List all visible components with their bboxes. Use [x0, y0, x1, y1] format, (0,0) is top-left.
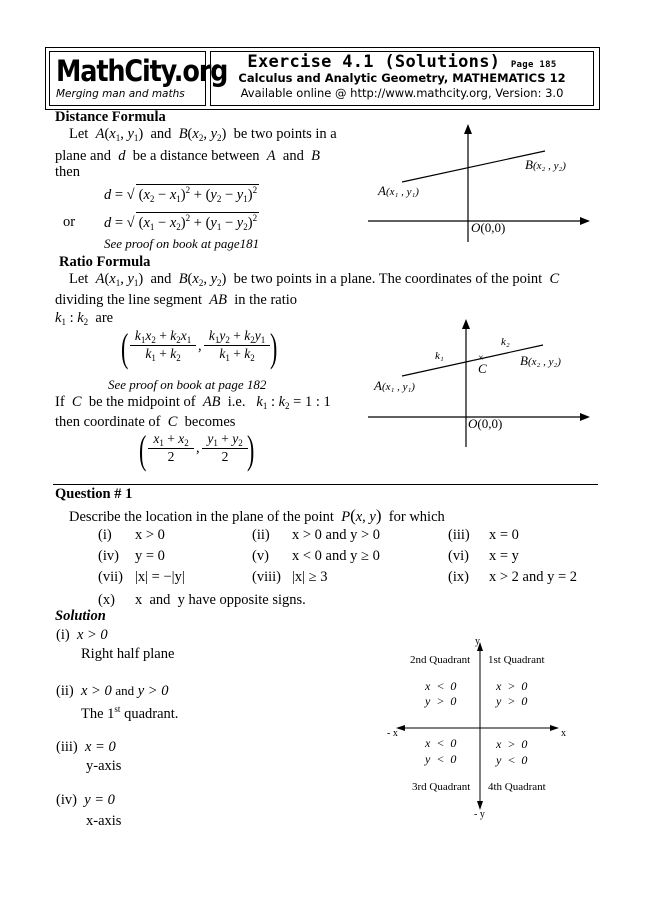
question-item-expression: |x| = −|y|: [135, 569, 185, 585]
text: The 1: [81, 705, 115, 722]
page-header: [45, 47, 600, 110]
distance-heading: Distance Formula: [55, 109, 166, 125]
part-number: (iv): [56, 792, 77, 808]
page-number: Page 185: [510, 60, 557, 70]
midpoint-y-fraction: $y_1 + y_2$ 2: [202, 431, 248, 465]
solution-answer-i: Right half plane: [81, 646, 175, 662]
neg-x-axis-label: - x: [387, 728, 398, 739]
text: Describe the location in the plane of the point: [69, 509, 334, 525]
exercise-title: [211, 52, 593, 72]
distance-formula-1: d = √ $(x_2 - x_1)^2 + (y_2 - y_1)^2$: [104, 185, 258, 204]
text: be two points in a: [233, 126, 337, 142]
midpoint-x-fraction: $x_1 + x_2$ 2: [148, 431, 194, 465]
question-item-expression: x > 0: [135, 527, 165, 543]
quadrant-4-label: 4th Quadrant: [488, 781, 546, 793]
point-C-marker: ×: [478, 353, 484, 364]
point-A-label: A(x₁ , y₁): [378, 183, 419, 198]
site-logo[interactable]: MathCity.org: [56, 54, 228, 88]
midpoint-line-1: If C be the midpoint of AB i.e. $k_1$ : $k_2 = 1$ : 1: [55, 394, 331, 411]
origin-label: O(0,0): [468, 416, 503, 431]
quadrant-1-condition-y: y > 0: [496, 694, 528, 708]
question-item-expression: x < 0 and y ≥ 0: [292, 548, 380, 564]
question-item-expression: x > 0 and y > 0: [292, 527, 381, 543]
k1-label: k₁: [435, 350, 444, 362]
question-item-number: (iii): [448, 527, 470, 543]
question-item-number: (i): [98, 527, 112, 543]
question-item-number: (viii): [252, 569, 281, 585]
x-axis-arrow-right: [550, 725, 559, 731]
text: are: [95, 310, 114, 326]
ratio-y-fraction: $k_1y_2 + k_2y_1$ $k_1 + k_2$: [204, 328, 270, 363]
quadrant-2-condition-x: x < 0: [425, 679, 457, 693]
neg-y-axis-label: - y: [474, 809, 485, 820]
point-B-label: B(x₂ , y₂): [525, 157, 566, 172]
book-subtitle: Calculus and Analytic Geometry, MATHEMATICS 12: [238, 71, 566, 85]
point-C-label: C: [478, 361, 487, 376]
question-item-number: (ii): [252, 527, 270, 543]
distance-line-2: plane and d be a distance between A and B: [55, 148, 320, 164]
quadrant-diagram: [385, 632, 585, 822]
ratio-line-3: $k_1$ : $k_2$ are: [55, 310, 114, 327]
question-item-expression: x = 0: [489, 527, 519, 543]
distance-figure: [360, 120, 600, 245]
question-item-expression: x and y have opposite signs.: [135, 592, 306, 608]
y-axis-arrowhead: [464, 124, 472, 134]
ratio-figure: [360, 315, 600, 450]
text: and: [282, 148, 304, 164]
x-axis-label: x: [561, 728, 566, 739]
text: be two points in a plane. The coordinates of the point: [233, 271, 543, 287]
text: in the ratio: [234, 292, 298, 308]
quadrant-1-label: 1st Quadrant: [488, 654, 545, 666]
quadrant-3-label: 3rd Quadrant: [412, 781, 471, 793]
solution-part-ii: [56, 683, 168, 700]
logo-box: [49, 51, 228, 106]
text: quadrant.: [120, 705, 179, 722]
distance-line-1: Let $A(x_1$, $y_1$) and $B(x_2$, $y_2$) be two points in a: [69, 126, 337, 143]
quadrant-4-condition-y: y < 0: [496, 753, 528, 767]
x-axis-arrowhead: [580, 413, 590, 421]
text: Let: [69, 271, 89, 287]
part-number: (ii): [56, 683, 74, 699]
text: Let: [69, 126, 89, 142]
solution-part-iv: [56, 792, 115, 809]
part-expression: x > 0: [80, 683, 112, 699]
text: becomes: [184, 414, 236, 430]
text: If: [55, 394, 65, 410]
ratio-x-fraction: $k_1x_2 + k_2x_1$ $k_1 + k_2$: [130, 328, 196, 363]
question-heading: Question # 1: [55, 486, 133, 502]
solution-answer-iii: y-axis: [86, 758, 122, 774]
ratio-formula: ( $k_1x_2 + k_2x_1$ $k_1 + k_2$ , $k_1y_2 + k_2y_1$ $k_1 + k_2$ ): [120, 325, 278, 370]
text: be the midpoint of: [88, 394, 196, 410]
text: then coordinate of: [55, 414, 161, 430]
distance-proof-ref: See proof on book at page181: [104, 236, 260, 251]
question-item-number: (vi): [448, 548, 469, 564]
midpoint-formula: ( $x_1 + x_2$ 2 , $y_1 + y_2$ 2 ): [138, 427, 255, 472]
point-B-label: B(x₂ , y₂): [520, 353, 561, 368]
question-item-number: (x): [98, 592, 115, 608]
text: dividing the line segment: [55, 292, 202, 308]
part-expression-2: y > 0: [137, 683, 169, 699]
text: be a distance between: [132, 148, 260, 164]
solution-part-iii: [56, 739, 116, 756]
question-item-number: (ix): [448, 569, 469, 585]
part-expression: x = 0: [85, 739, 116, 755]
text: for which: [388, 509, 445, 525]
y-axis-arrowhead: [462, 319, 470, 329]
question-item-number: (iv): [98, 548, 119, 564]
text: and: [115, 683, 135, 698]
distance-formula-2: d = √ $(x_1 - x_2)^2 + (y_1 - y_2)^2$: [104, 213, 258, 232]
question-item-expression: x > 2 and y = 2: [489, 569, 578, 585]
segment-AB: [402, 151, 545, 182]
ratio-proof-ref: See proof on book at page 182: [108, 377, 267, 392]
midpoint-line-2: then coordinate of C becomes: [55, 414, 236, 430]
origin-label: O(0,0): [471, 220, 506, 235]
ratio-line-2: dividing the line segment AB in the ratio: [55, 292, 298, 308]
tagline: Merging man and maths: [56, 88, 185, 100]
distance-then: then: [55, 164, 80, 180]
point-A-label: A(x₁ , y₁): [374, 378, 415, 393]
quadrant-2-label: 2nd Quadrant: [410, 654, 471, 666]
quadrant-1-condition-x: x > 0: [496, 679, 528, 693]
solution-answer-iv: x-axis: [86, 813, 122, 829]
ratio-heading: Ratio Formula: [59, 254, 151, 270]
availability-line[interactable]: Available online @ http://www.mathcity.org, Version: 3.0: [240, 86, 564, 100]
part-expression: x > 0: [76, 627, 108, 643]
question-prompt: Describe the location in the plane of the point P(x, y) for which: [69, 506, 445, 525]
text: i.e.: [227, 394, 246, 410]
solution-heading: Solution: [55, 608, 106, 624]
question-item-expression: |x| ≥ 3: [292, 569, 328, 585]
solution-answer-ii: [81, 704, 178, 723]
text: and: [150, 126, 172, 142]
exercise-title-text: Exercise 4.1 (Solutions): [247, 52, 501, 72]
text: st: [114, 704, 121, 714]
title-box: [210, 51, 594, 106]
comma: ,: [196, 440, 200, 456]
y-axis-label: y: [475, 636, 480, 647]
quadrant-3-condition-x: x < 0: [425, 736, 457, 750]
solution-part-i: [56, 627, 108, 644]
part-expression: y = 0: [84, 792, 115, 808]
ratio-line-1: Let $A(x_1$, $y_1$) and $B(x_2$, $y_2$) be two points in a plane. The coordinates of the point C: [69, 271, 560, 288]
question-item-number: (v): [252, 548, 269, 564]
distance-or: or: [63, 214, 76, 230]
question-item-expression: x = y: [489, 548, 519, 564]
quadrant-3-condition-y: y < 0: [425, 752, 457, 766]
part-number: (iii): [56, 739, 78, 755]
quadrant-4-condition-x: x > 0: [496, 737, 528, 751]
question-item-expression: y = 0: [135, 548, 165, 564]
text: and: [150, 271, 172, 287]
quadrant-2-condition-y: y > 0: [425, 694, 457, 708]
x-axis-arrowhead: [580, 217, 590, 225]
k2-label: k₂: [501, 336, 510, 348]
part-number: (i): [56, 627, 70, 643]
question-item-number: (vii): [98, 569, 123, 585]
text: plane and: [55, 148, 111, 164]
comma: ,: [198, 338, 202, 354]
section-divider: [53, 484, 598, 485]
